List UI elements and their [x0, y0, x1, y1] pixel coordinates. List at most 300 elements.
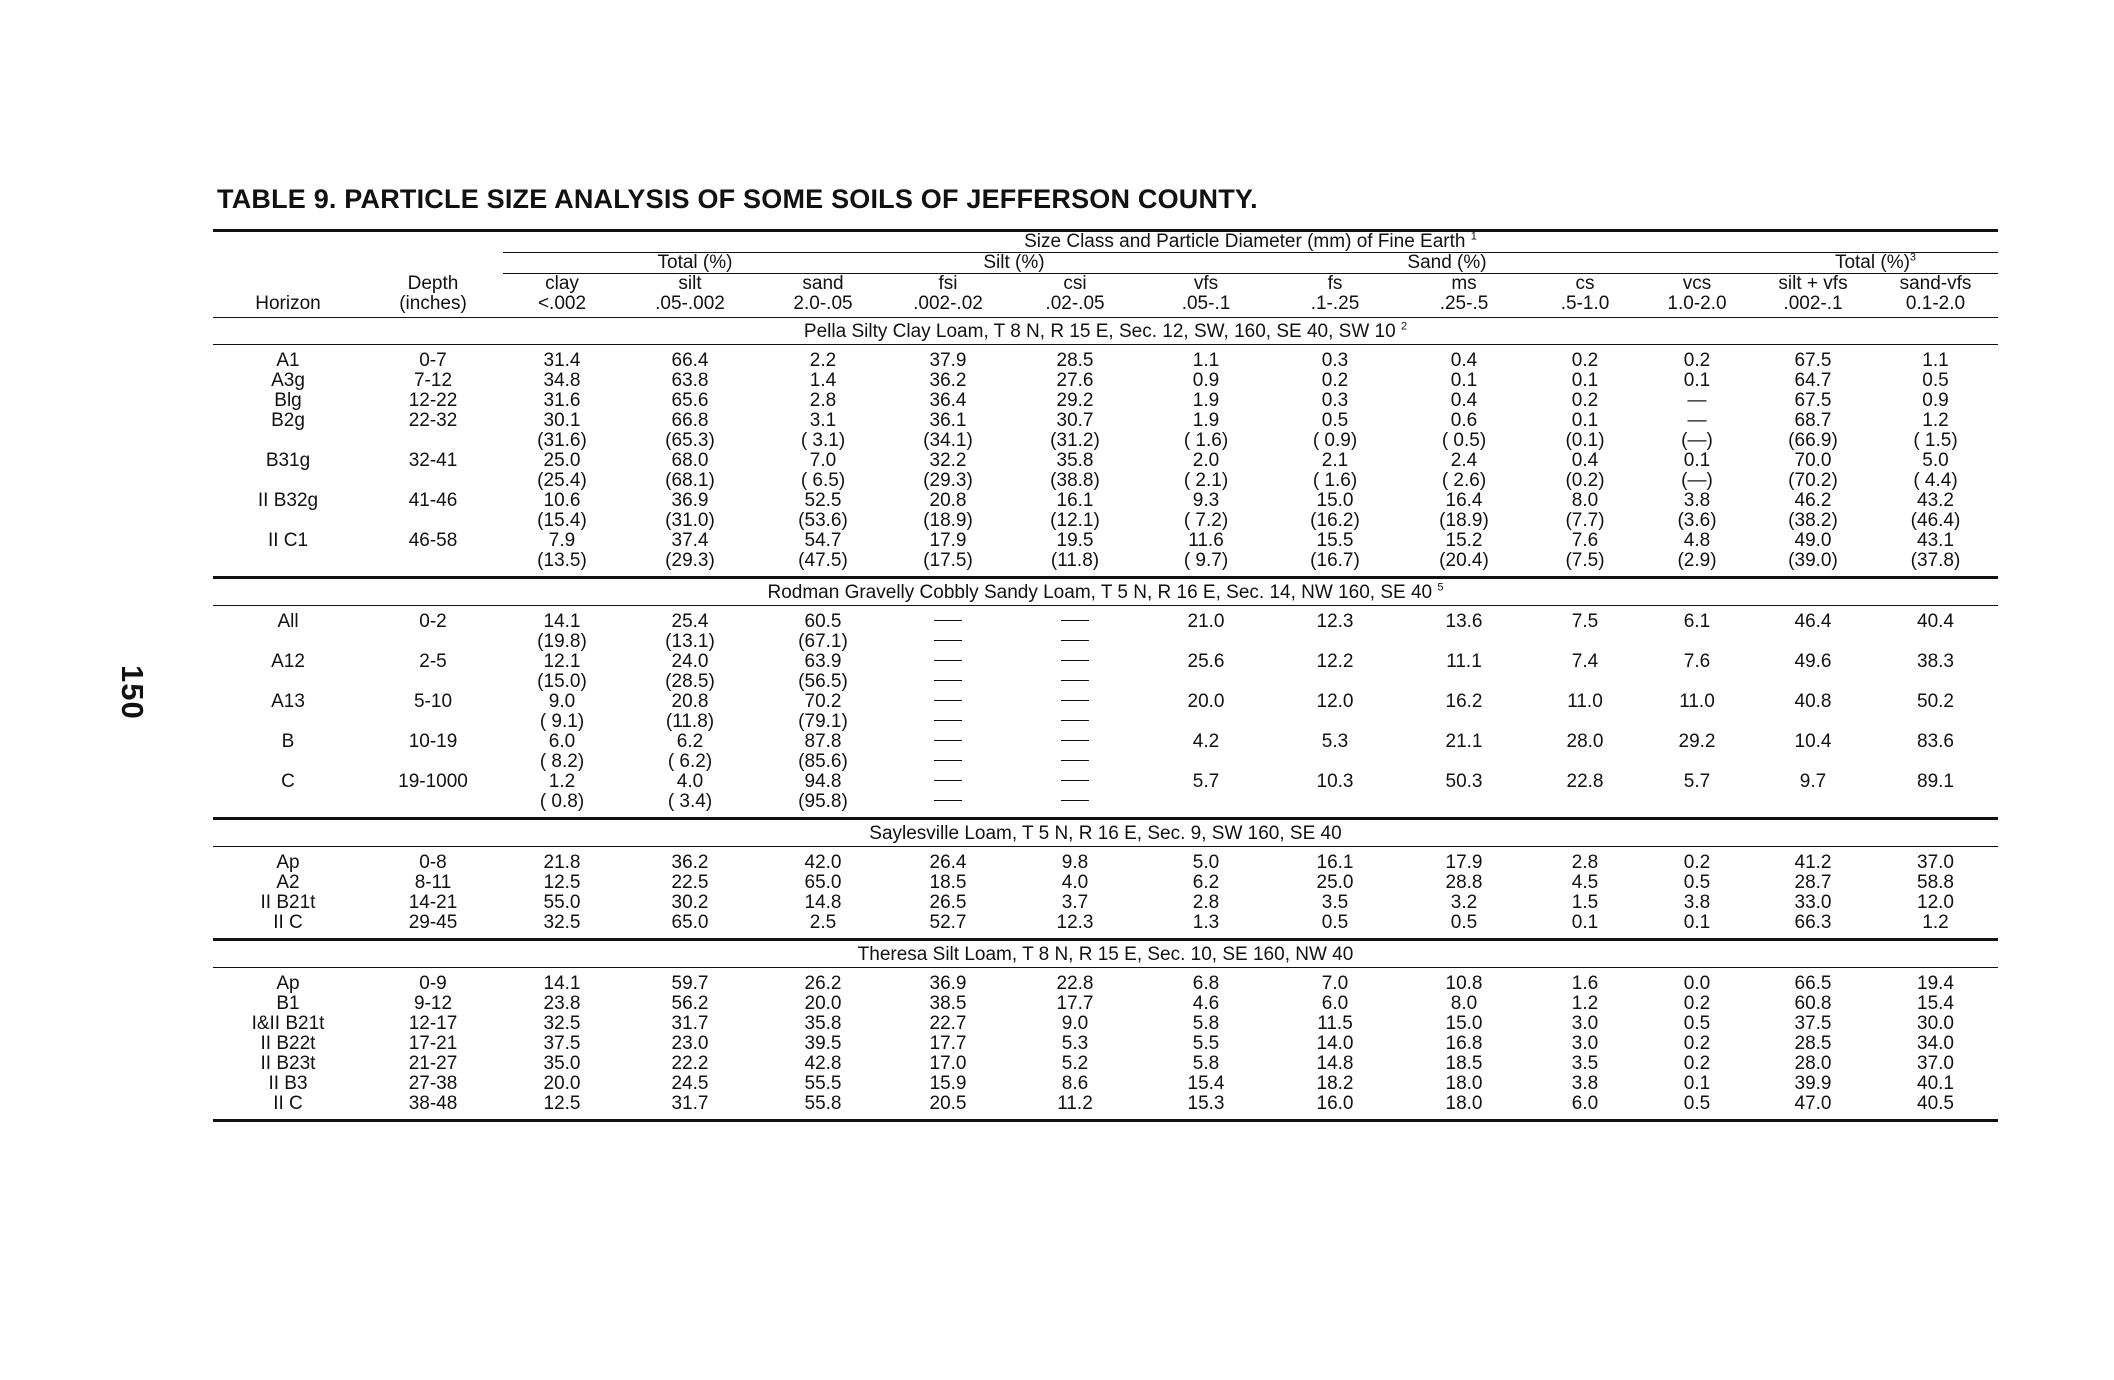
- value-cell: 7.6: [1571, 530, 1599, 551]
- col-range-11: 0.1-2.0: [1905, 293, 1966, 314]
- value-cell: [1753, 712, 1873, 732]
- page-number: 150: [115, 665, 150, 720]
- table-row: [213, 712, 1998, 732]
- value-cell: 43.2: [1917, 490, 1954, 511]
- value-cell: 55.8: [804, 1093, 842, 1114]
- value-cell: 37.9: [929, 350, 967, 371]
- value-cell: 2.4: [1450, 450, 1478, 471]
- value-cell: (18.9): [923, 510, 973, 531]
- value-cell: 30.7: [1056, 410, 1094, 431]
- depth-cell: [363, 672, 503, 692]
- value-cell: 46.4: [1794, 611, 1832, 632]
- value-cell: 37.5: [1794, 1013, 1832, 1034]
- value-cell: 12.5: [543, 872, 581, 893]
- table-row: [213, 752, 1998, 772]
- value-cell: 18.5: [929, 872, 967, 893]
- value-cell: 9.8: [1061, 852, 1089, 873]
- table-row: [213, 672, 1998, 692]
- value-cell: 43.1: [1917, 530, 1954, 551]
- value-cell: (39.0): [1788, 550, 1838, 571]
- value-cell: ( 2.6): [1441, 470, 1487, 491]
- table-row: [213, 772, 1998, 792]
- value-cell: (37.8): [1910, 550, 1961, 571]
- value-cell: 37.0: [1917, 1053, 1954, 1074]
- value-cell: 68.0: [671, 450, 709, 471]
- horizon-cell: Ap: [276, 973, 300, 994]
- value-cell: 9.0: [548, 691, 576, 712]
- value-cell: 42.0: [804, 852, 842, 873]
- depth-cell: 0-7: [419, 350, 447, 371]
- section-title-row: [213, 318, 1998, 345]
- dash-mark: [934, 800, 962, 801]
- col-header-2: sand: [802, 273, 844, 294]
- value-cell: 0.1: [1571, 912, 1599, 933]
- value-cell: (85.6): [798, 751, 848, 772]
- value-cell: (16.7): [1310, 550, 1360, 571]
- horizon-cell: II C: [273, 1093, 303, 1114]
- value-cell: 23.0: [671, 1033, 709, 1054]
- value-cell: 0.2: [1321, 370, 1349, 391]
- value-cell: (0.1): [1565, 430, 1605, 451]
- value-cell: 19.4: [1917, 973, 1954, 994]
- value-cell: 12.1: [543, 651, 581, 672]
- value-cell: 0.1: [1571, 370, 1599, 391]
- value-cell: (11.8): [1050, 550, 1100, 571]
- value-cell: 17.7: [1056, 993, 1094, 1014]
- dash-mark: [1061, 660, 1089, 661]
- value-cell: 11.1: [1446, 651, 1482, 672]
- horizon-cell: A13: [271, 691, 305, 712]
- depth-cell: 9-12: [413, 993, 453, 1014]
- value-cell: 12.5: [543, 1093, 581, 1114]
- value-cell: 0.5: [1321, 410, 1349, 431]
- table-row: [213, 391, 1998, 411]
- col-range-6: .1-.25: [1310, 293, 1360, 314]
- value-cell: 36.2: [671, 852, 709, 873]
- value-cell: (15.0): [537, 671, 587, 692]
- value-cell: 30.1: [543, 410, 581, 431]
- footnote-2: 2: [1400, 320, 1408, 333]
- table-row: [213, 451, 1998, 471]
- value-cell: [1009, 692, 1141, 712]
- value-cell: (31.0): [665, 510, 715, 531]
- value-cell: [1873, 712, 1998, 732]
- header-label-row-2: [213, 294, 1998, 314]
- value-cell: (2.9): [1677, 550, 1717, 571]
- value-cell: 5.8: [1192, 1053, 1220, 1074]
- value-cell: [1271, 752, 1399, 772]
- value-cell: 15.2: [1445, 530, 1483, 551]
- col-range-4: .02-.05: [1045, 293, 1105, 314]
- value-cell: 25.0: [543, 450, 581, 471]
- value-cell: 5.0: [1192, 852, 1220, 873]
- value-cell: 28.5: [1056, 350, 1094, 371]
- rule-bottom: [213, 1114, 1998, 1121]
- value-cell: 12.2: [1316, 651, 1354, 672]
- horizon-cell: II B23t: [260, 1053, 316, 1074]
- value-cell: (15.4): [537, 510, 587, 531]
- value-cell: 14.8: [1316, 1053, 1354, 1074]
- depth-cell: 22-32: [408, 410, 458, 431]
- horizon-cell: II B21t: [260, 892, 316, 913]
- value-cell: 65.0: [804, 872, 842, 893]
- dash-mark: [934, 660, 962, 661]
- value-cell: [1009, 772, 1141, 792]
- value-cell: 66.3: [1794, 912, 1832, 933]
- value-cell: 24.5: [671, 1073, 709, 1094]
- value-cell: 65.6: [671, 390, 709, 411]
- value-cell: 28.0: [1794, 1053, 1832, 1074]
- horizon-cell: [213, 672, 363, 692]
- dash-mark: [1061, 780, 1089, 781]
- value-cell: 20.8: [929, 490, 967, 511]
- table-row: [213, 1034, 1998, 1054]
- value-cell: 4.0: [1061, 872, 1089, 893]
- col-header-9: vcs: [1682, 273, 1712, 294]
- value-cell: ( 1.6): [1183, 430, 1229, 451]
- value-cell: 4.5: [1571, 872, 1599, 893]
- value-cell: 47.0: [1794, 1093, 1832, 1114]
- value-cell: 3.5: [1321, 892, 1349, 913]
- depth-cell: 21-27: [408, 1053, 458, 1074]
- value-cell: 56.2: [671, 993, 709, 1014]
- table-row: [213, 1094, 1998, 1114]
- value-cell: 5.3: [1061, 1033, 1089, 1054]
- value-cell: [887, 612, 1009, 632]
- value-cell: 7.6: [1683, 651, 1711, 672]
- section-title-row: [213, 578, 1998, 606]
- value-cell: 30.0: [1917, 1013, 1954, 1034]
- value-cell: 26.4: [929, 852, 967, 873]
- value-cell: [1873, 792, 1998, 812]
- value-cell: [887, 772, 1009, 792]
- value-cell: 66.4: [671, 350, 709, 371]
- value-cell: 15.0: [1445, 1013, 1483, 1034]
- value-cell: 0.2: [1683, 1053, 1711, 1074]
- horizon-cell: A12: [271, 651, 305, 672]
- section-title: Rodman Gravelly Cobbly Sandy Loam, T 5 N, R 16 E, Sec. 14, NW 160, SE 40 $^5$: [213, 578, 1998, 606]
- value-cell: 33.0: [1794, 892, 1832, 913]
- depth-cell: 27-38: [408, 1073, 458, 1094]
- value-cell: 0.9: [1922, 390, 1949, 411]
- value-cell: 1.2: [1571, 993, 1599, 1014]
- value-cell: 0.1: [1571, 410, 1599, 431]
- value-cell: [1271, 712, 1399, 732]
- table-row: [213, 351, 1998, 371]
- depth-cell: 7-12: [413, 370, 453, 391]
- value-cell: (38.2): [1788, 510, 1838, 531]
- value-cell: 55.5: [804, 1073, 842, 1094]
- depth-cell: [363, 712, 503, 732]
- col-header-1: silt: [678, 273, 702, 294]
- dash-mark: [1061, 620, 1089, 621]
- value-cell: 1.5: [1571, 892, 1599, 913]
- header-sand: Sand (%): [1141, 253, 1753, 274]
- value-cell: 5.8: [1192, 1013, 1220, 1034]
- horizon-cell: [213, 471, 363, 491]
- value-cell: 21.0: [1187, 611, 1225, 632]
- value-cell: (17.5): [923, 550, 973, 571]
- value-cell: 7.0: [1321, 973, 1349, 994]
- value-cell: 8.0: [1571, 490, 1599, 511]
- horizon-cell: [213, 752, 363, 772]
- depth-cell: 0-9: [419, 973, 447, 994]
- value-cell: ( 1.5): [1913, 430, 1958, 451]
- value-cell: 1.3: [1192, 912, 1220, 933]
- value-cell: [1641, 712, 1753, 732]
- value-cell: 0.3: [1321, 390, 1349, 411]
- col-range-3: .002-.02: [913, 293, 983, 314]
- dash-mark: [1061, 720, 1089, 721]
- value-cell: 2.8: [809, 390, 837, 411]
- value-cell: (46.4): [1910, 510, 1961, 531]
- table-row: [213, 913, 1998, 933]
- value-cell: 39.5: [804, 1033, 842, 1054]
- value-cell: 36.1: [929, 410, 967, 431]
- value-cell: [1753, 672, 1873, 692]
- table-row: [213, 873, 1998, 893]
- value-cell: 1.9: [1192, 410, 1220, 431]
- value-cell: 40.4: [1917, 611, 1954, 632]
- value-cell: (34.1): [923, 430, 973, 451]
- value-cell: 68.7: [1794, 410, 1832, 431]
- value-cell: 30.2: [671, 892, 709, 913]
- value-cell: 35.8: [804, 1013, 842, 1034]
- value-cell: 70.2: [804, 691, 842, 712]
- horizon-cell: A2: [276, 872, 300, 893]
- value-cell: 60.5: [804, 611, 842, 632]
- col-range-2: 2.0-.05: [793, 293, 853, 314]
- value-cell: 0.1: [1450, 370, 1478, 391]
- value-cell: 1.2: [548, 771, 576, 792]
- value-cell: 21.1: [1445, 731, 1483, 752]
- header-total-3: Total (%)$^3$: [1753, 253, 1998, 274]
- depth-cell: 29-45: [408, 912, 458, 933]
- horizon-cell: A3g: [271, 370, 305, 391]
- value-cell: [1753, 752, 1873, 772]
- dash-mark: [1061, 740, 1089, 741]
- value-cell: [1641, 792, 1753, 812]
- value-cell: [1399, 752, 1529, 772]
- value-cell: 22.2: [671, 1053, 709, 1074]
- value-cell: 0.1: [1683, 1073, 1711, 1094]
- value-cell: 12.0: [1316, 691, 1354, 712]
- value-cell: 14.1: [543, 611, 581, 632]
- horizon-cell: II B3: [268, 1073, 308, 1094]
- value-cell: 11.0: [1567, 691, 1603, 712]
- value-cell: 36.9: [929, 973, 967, 994]
- value-cell: 1.2: [1922, 410, 1949, 431]
- value-cell: ( 9.1): [539, 711, 585, 732]
- value-cell: (25.4): [537, 470, 587, 491]
- value-cell: ( 8.2): [539, 751, 585, 772]
- value-cell: 64.7: [1794, 370, 1832, 391]
- value-cell: [1009, 732, 1141, 752]
- depth-cell: [363, 471, 503, 491]
- value-cell: 58.8: [1917, 872, 1954, 893]
- value-cell: [1529, 632, 1641, 652]
- col-range-8: .5-1.0: [1560, 293, 1610, 314]
- value-cell: 0.5: [1922, 370, 1949, 391]
- value-cell: 24.0: [671, 651, 709, 672]
- value-cell: [1399, 712, 1529, 732]
- horizon-cell: II C1: [267, 530, 309, 551]
- value-cell: 31.7: [671, 1093, 709, 1114]
- depth-cell: 0-8: [419, 852, 447, 873]
- value-cell: 0.5: [1683, 1013, 1711, 1034]
- value-cell: 42.8: [804, 1053, 842, 1074]
- particle-size-table: [213, 224, 1998, 1122]
- value-cell: ( 6.5): [800, 470, 846, 491]
- footnote-5: 5: [1437, 581, 1444, 594]
- value-cell: (3.6): [1677, 510, 1717, 531]
- value-cell: 6.0: [1321, 993, 1349, 1014]
- dash-mark: [934, 780, 962, 781]
- value-cell: 14.0: [1316, 1033, 1354, 1054]
- section-title-row: [213, 819, 1998, 847]
- value-cell: 1.6: [1571, 973, 1599, 994]
- value-cell: 26.5: [929, 892, 967, 913]
- dash-mark: [934, 620, 962, 621]
- horizon-cell: B2g: [271, 410, 305, 431]
- horizon-cell: C: [281, 771, 295, 792]
- value-cell: 2.0: [1192, 450, 1220, 471]
- horizon-cell: B31g: [265, 450, 311, 471]
- value-cell: 22.7: [929, 1013, 967, 1034]
- value-cell: 63.8: [671, 370, 709, 391]
- value-cell: 8.0: [1450, 993, 1478, 1014]
- value-cell: 16.8: [1445, 1033, 1483, 1054]
- value-cell: 3.8: [1683, 490, 1711, 511]
- value-cell: 1.2: [1922, 912, 1949, 933]
- value-cell: 0.2: [1683, 852, 1711, 873]
- table-row: [213, 511, 1998, 531]
- value-cell: (13.1): [665, 631, 715, 652]
- value-cell: 0.2: [1683, 993, 1711, 1014]
- value-cell: 16.4: [1445, 490, 1483, 511]
- horizon-cell: Blg: [274, 390, 302, 411]
- value-cell: (20.4): [1439, 550, 1489, 571]
- col-range-0: <.002: [537, 293, 587, 314]
- table-row: [213, 471, 1998, 491]
- header-size-class: Size Class and Particle Diameter (mm) of Fine Earth $^1$: [503, 231, 1998, 253]
- depth-cell: 19-1000: [398, 771, 468, 792]
- value-cell: 9.7: [1799, 771, 1827, 792]
- value-cell: 5.7: [1192, 771, 1220, 792]
- value-cell: (28.5): [665, 671, 715, 692]
- depth-cell: 41-46: [408, 490, 458, 511]
- horizon-cell: I&II B21t: [251, 1013, 325, 1034]
- col-header-4: csi: [1063, 273, 1087, 294]
- value-cell: [1873, 632, 1998, 652]
- value-cell: (53.6): [798, 510, 848, 531]
- value-cell: 7.5: [1571, 611, 1599, 632]
- value-cell: 17.9: [1445, 852, 1483, 873]
- value-cell: 0.1: [1683, 450, 1711, 471]
- value-cell: 37.4: [671, 530, 709, 551]
- value-cell: [1399, 792, 1529, 812]
- section-title: Pella Silty Clay Loam, T 8 N, R 15 E, Sec. 12, SW, 160, SE 40, SW 10 $^2$: [213, 318, 1998, 345]
- dash-mark: [934, 760, 962, 761]
- table-row: [213, 692, 1998, 712]
- value-cell: [887, 752, 1009, 772]
- depth-cell: 38-48: [408, 1093, 458, 1114]
- value-cell: 34.8: [543, 370, 581, 391]
- header-total: Total (%): [503, 253, 887, 274]
- value-cell: (—): [1681, 430, 1713, 451]
- value-cell: 18.5: [1445, 1053, 1483, 1074]
- value-cell: (65.3): [665, 430, 715, 451]
- header-group-row: [213, 231, 1998, 253]
- value-cell: 5.3: [1321, 731, 1349, 752]
- depth-cell: 46-58: [408, 530, 458, 551]
- value-cell: 52.7: [929, 912, 967, 933]
- value-cell: [1529, 792, 1641, 812]
- value-cell: 28.8: [1445, 872, 1483, 893]
- value-cell: 36.9: [671, 490, 709, 511]
- horizon-cell: II B22t: [260, 1033, 316, 1054]
- value-cell: [1141, 792, 1271, 812]
- value-cell: 32.2: [929, 450, 967, 471]
- value-cell: (0.2): [1565, 470, 1605, 491]
- table-title: TABLE 9. PARTICLE SIZE ANALYSIS OF SOME SOILS OF JEFFERSON COUNTY.: [217, 184, 1258, 214]
- value-cell: [1271, 632, 1399, 652]
- value-cell: (29.3): [665, 550, 715, 571]
- value-cell: [1271, 672, 1399, 692]
- value-cell: 14.8: [804, 892, 842, 913]
- value-cell: 15.4: [1917, 993, 1954, 1014]
- dash-mark: [1061, 800, 1089, 801]
- value-cell: 32.5: [543, 1013, 581, 1034]
- value-cell: [1873, 752, 1998, 772]
- value-cell: 9.0: [1061, 1013, 1089, 1034]
- depth-cell: 5-10: [413, 691, 453, 712]
- value-cell: [887, 732, 1009, 752]
- horizon-cell: Ap: [276, 852, 300, 873]
- value-cell: 31.7: [671, 1013, 709, 1034]
- value-cell: [1399, 672, 1529, 692]
- value-cell: 0.1: [1683, 912, 1711, 933]
- value-cell: 17.0: [929, 1053, 967, 1074]
- value-cell: (13.5): [537, 550, 587, 571]
- value-cell: [1141, 632, 1271, 652]
- depth-cell: 12-17: [408, 1013, 458, 1034]
- horizon-cell: [213, 551, 363, 571]
- value-cell: 1.1: [1922, 350, 1949, 371]
- depth-cell: [363, 511, 503, 531]
- table-row: [213, 853, 1998, 873]
- value-cell: 1.9: [1192, 390, 1220, 411]
- value-cell: 34.0: [1917, 1033, 1954, 1054]
- value-cell: 2.8: [1192, 892, 1220, 913]
- horizon-cell: [213, 511, 363, 531]
- depth-cell: 12-22: [408, 390, 458, 411]
- value-cell: 4.0: [676, 771, 704, 792]
- footnote-3: 3: [1909, 251, 1917, 264]
- depth-cell: [363, 632, 503, 652]
- table-row: [213, 652, 1998, 672]
- value-cell: ( 3.1): [800, 430, 846, 451]
- value-cell: 22.8: [1566, 771, 1604, 792]
- value-cell: 10.6: [543, 490, 581, 511]
- value-cell: 17.7: [929, 1033, 967, 1054]
- dash-mark: [1061, 640, 1089, 641]
- value-cell: 5.0: [1922, 450, 1949, 471]
- value-cell: (95.8): [798, 791, 848, 812]
- value-cell: 66.8: [671, 410, 709, 431]
- value-cell: (19.8): [537, 631, 587, 652]
- col-range-10: .002-.1: [1783, 293, 1843, 314]
